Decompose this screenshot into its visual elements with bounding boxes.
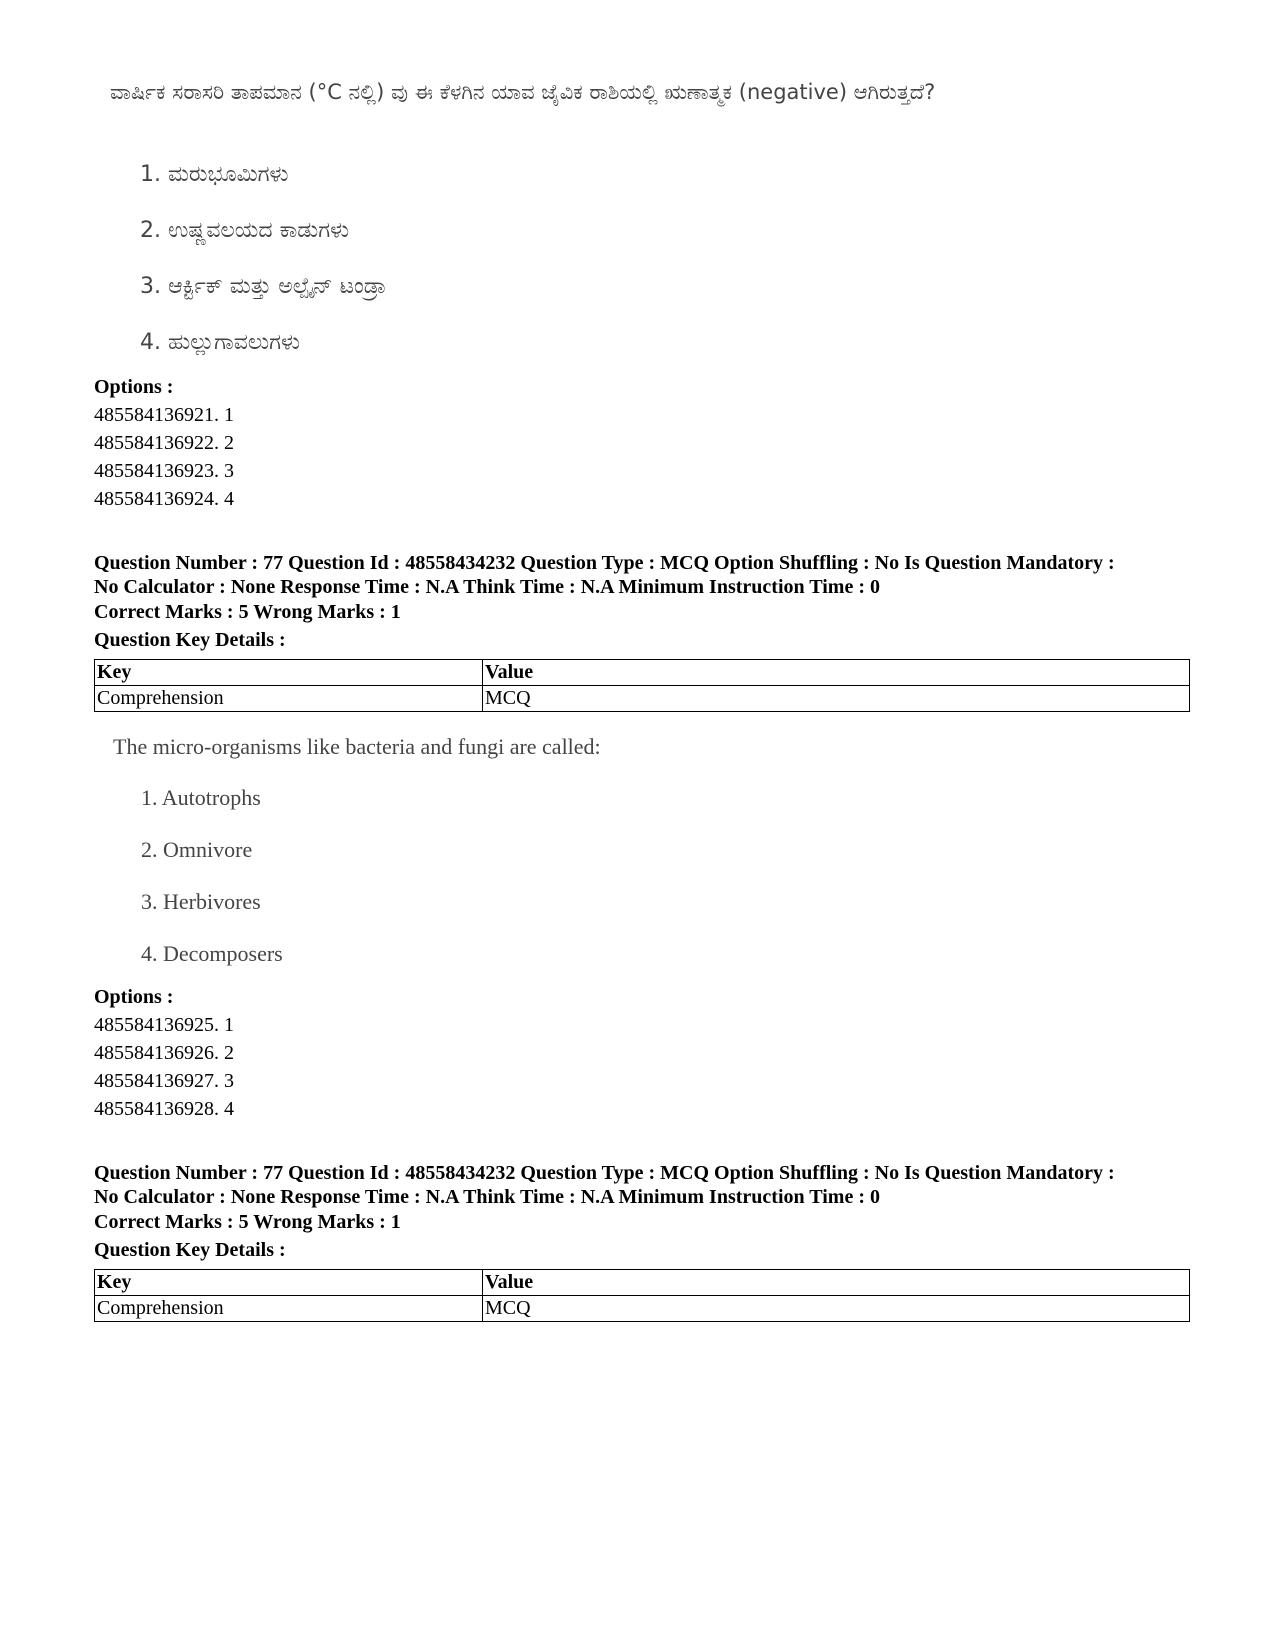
table-row: [95, 686, 1190, 712]
question-2-option-4: 485584136928. 4: [94, 1098, 234, 1120]
question-3-key-table: [94, 1269, 1190, 1322]
question-2-choice-4: 4. Decomposers: [141, 941, 283, 966]
table-cell-key: Comprehension: [95, 1296, 483, 1322]
question-2-options-label: Options :: [94, 986, 174, 1008]
question-2-meta: [94, 551, 1214, 599]
question-2-option-2: 485584136926. 2: [94, 1042, 234, 1064]
table-header-value: Value: [483, 1270, 1190, 1296]
question-2-choice-2: 2. Omnivore: [141, 837, 253, 862]
question-1-choice-1: 1. ಮರುಭೂಮಿಗಳು: [140, 162, 289, 187]
question-1-option-3: 485584136923. 3: [94, 460, 234, 482]
question-2-stem: The micro-organisms like bacteria and fungi are called:: [113, 734, 601, 759]
question-3-key-details-label: Question Key Details :: [94, 1239, 286, 1261]
question-1-option-1: 485584136921. 1: [94, 404, 234, 426]
table-header-row: [95, 660, 1190, 686]
question-2-key-details-label: Question Key Details :: [94, 629, 286, 651]
question-2-meta-line-1: Question Number : 77 Question Id : 48558434232 Question Type : MCQ Option Shuffling : No Is Question Mandatory :: [94, 552, 1115, 574]
question-1-options-label: Options :: [94, 376, 174, 398]
question-2-marks: Correct Marks : 5 Wrong Marks : 1: [94, 601, 401, 623]
question-2-option-3: 485584136927. 3: [94, 1070, 234, 1092]
question-1-option-4: 485584136924. 4: [94, 488, 234, 510]
table-row: [95, 1296, 1190, 1322]
question-1-choice-3: 3. ಆರ್ಕ್ಟಿಕ್ ಮತ್ತು ಅಲ್ಪೈನ್ ಟಂಡ್ರಾ: [140, 274, 387, 299]
question-1-choice-2: 2. ಉಷ್ಣವಲಯದ ಕಾಡುಗಳು: [140, 218, 350, 243]
question-1-option-2: 485584136922. 2: [94, 432, 234, 454]
question-2-meta-line-2: No Calculator : None Response Time : N.A Think Time : N.A Minimum Instruction Time : 0: [94, 576, 880, 598]
question-3-meta-line-1: Question Number : 77 Question Id : 48558434232 Question Type : MCQ Option Shuffling : No Is Question Mandatory :: [94, 1162, 1115, 1184]
table-cell-key: Comprehension: [95, 686, 483, 712]
question-3-marks: Correct Marks : 5 Wrong Marks : 1: [94, 1211, 401, 1233]
table-header-key: Key: [95, 660, 483, 686]
question-3-meta: [94, 1161, 1214, 1209]
table-header-value: Value: [483, 660, 1190, 686]
question-2-choice-3: 3. Herbivores: [141, 889, 261, 914]
question-3-meta-line-2: No Calculator : None Response Time : N.A Think Time : N.A Minimum Instruction Time : 0: [94, 1186, 880, 1208]
table-cell-value: MCQ: [483, 1296, 1190, 1322]
table-header-key: Key: [95, 1270, 483, 1296]
table-cell-value: MCQ: [483, 686, 1190, 712]
table-header-row: [95, 1270, 1190, 1296]
question-1-stem: ವಾರ್ಷಿಕ ಸರಾಸರಿ ತಾಪಮಾನ (°C ನಲ್ಲಿ) ವು ಈ ಕೆಳಗಿನ ಯಾವ ಜೈವಿಕ ರಾಶಿಯಲ್ಲಿ ಋಣಾತ್ಮಕ (negative) ಆಗಿರುತ್ತದೆ?: [110, 80, 936, 104]
question-2-key-table: [94, 659, 1190, 712]
question-1-choice-4: 4. ಹುಲ್ಲುಗಾವಲುಗಳು: [140, 330, 300, 355]
question-2-option-1: 485584136925. 1: [94, 1014, 234, 1036]
question-2-choice-1: 1. Autotrophs: [141, 785, 261, 810]
